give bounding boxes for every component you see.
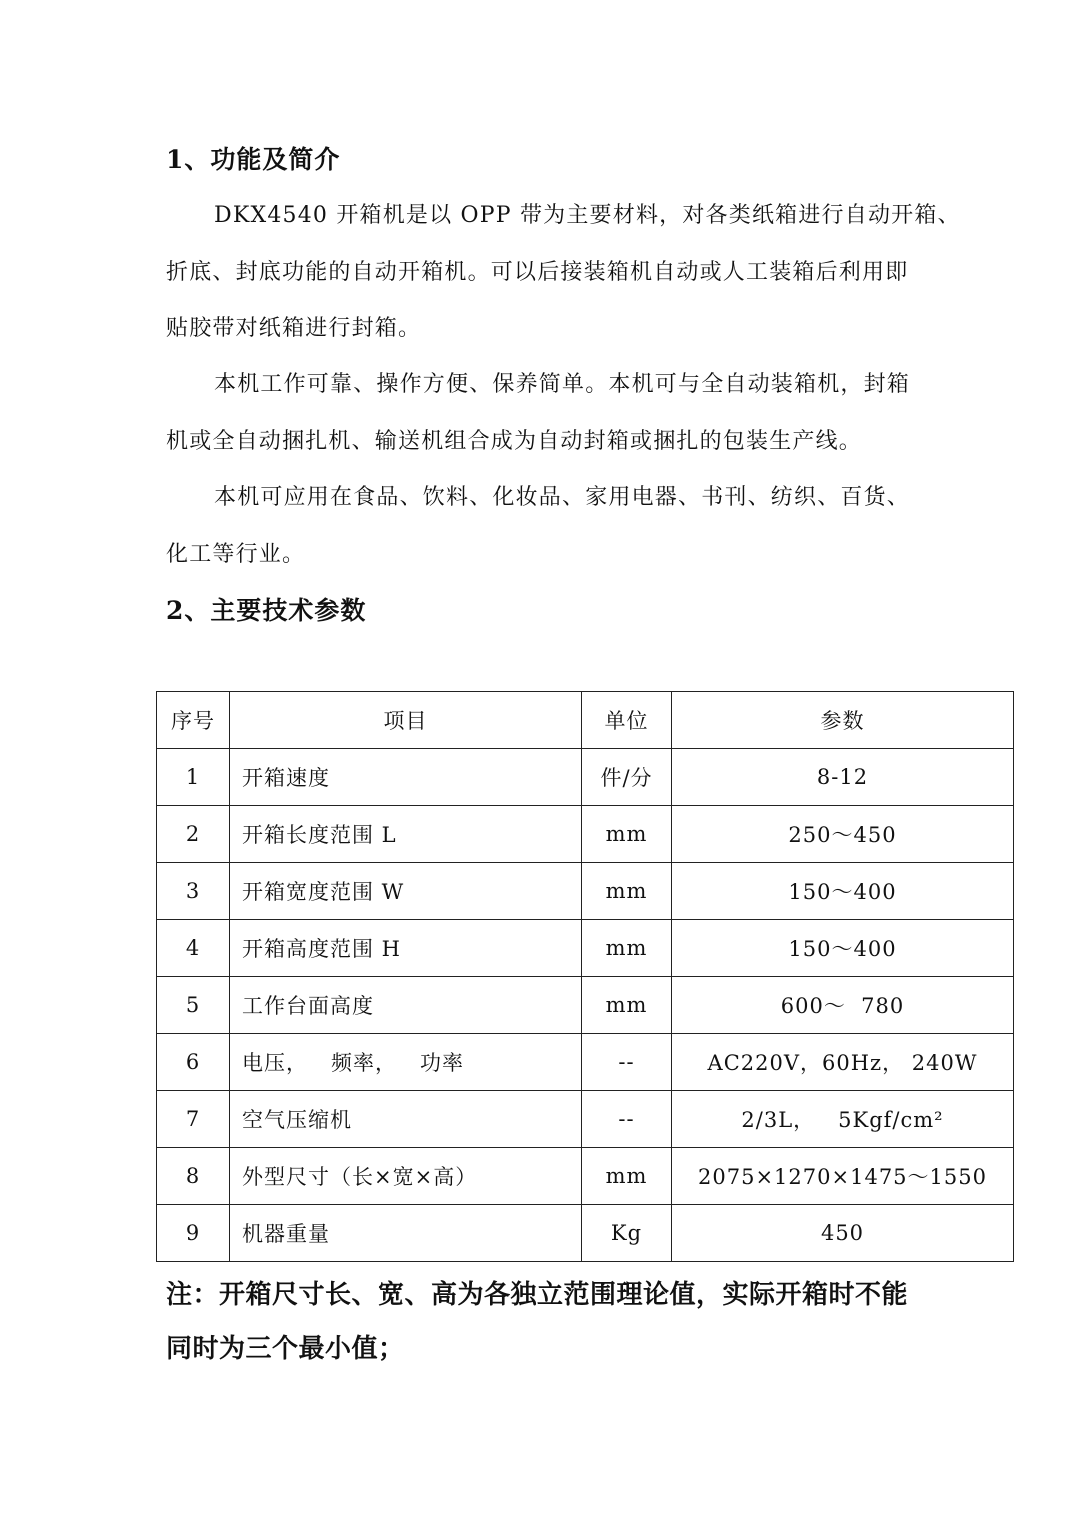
row-parameter: 150～400 bbox=[672, 863, 1014, 920]
note-text bbox=[166, 1268, 996, 1376]
row-index: 2 bbox=[157, 806, 230, 863]
section-1-heading: 1、功能及简介 bbox=[166, 145, 341, 174]
row-item: 开箱宽度范围 W bbox=[230, 863, 582, 920]
row-index: 3 bbox=[157, 863, 230, 920]
note-line: 同时为三个最小值； bbox=[166, 1334, 405, 1364]
header-parameter: 参数 bbox=[672, 692, 1014, 749]
table-row bbox=[157, 749, 1014, 806]
paragraph-line: 贴胶带对纸箱进行封箱。 bbox=[166, 316, 422, 341]
row-index: 4 bbox=[157, 920, 230, 977]
row-parameter: 8-12 bbox=[672, 749, 1014, 806]
table-row bbox=[157, 1034, 1014, 1091]
header-index: 序号 bbox=[157, 692, 230, 749]
row-parameter: 150～400 bbox=[672, 920, 1014, 977]
row-item: 电压， 频率， 功率 bbox=[230, 1034, 582, 1091]
table-row bbox=[157, 977, 1014, 1034]
row-unit: mm bbox=[582, 920, 672, 977]
row-index: 1 bbox=[157, 749, 230, 806]
header-unit: 单位 bbox=[582, 692, 672, 749]
row-unit: mm bbox=[582, 1148, 672, 1205]
paragraph-line: 本机工作可靠、操作方便、保养简单。本机可与全自动装箱机，封箱 bbox=[214, 372, 911, 397]
table-row bbox=[157, 1148, 1014, 1205]
table-row bbox=[157, 806, 1014, 863]
row-unit: mm bbox=[582, 863, 672, 920]
row-parameter: 250～450 bbox=[672, 806, 1014, 863]
row-unit: mm bbox=[582, 806, 672, 863]
paragraph-line: 本机可应用在食品、饮料、化妆品、家用电器、书刊、纺织、百货、 bbox=[214, 485, 911, 510]
row-item: 机器重量 bbox=[230, 1205, 582, 1262]
table-row bbox=[157, 920, 1014, 977]
row-parameter: 2075×1270×1475～1550 bbox=[672, 1148, 1014, 1205]
row-unit: mm bbox=[582, 977, 672, 1034]
table-row bbox=[157, 1205, 1014, 1262]
row-unit: -- bbox=[582, 1034, 672, 1091]
row-item: 开箱速度 bbox=[230, 749, 582, 806]
intro-paragraph-3 bbox=[166, 470, 978, 583]
table-header-row bbox=[157, 692, 1014, 749]
row-item: 工作台面高度 bbox=[230, 977, 582, 1034]
row-index: 9 bbox=[157, 1205, 230, 1262]
intro-paragraph-1 bbox=[166, 188, 978, 358]
paragraph-line: 折底、封底功能的自动开箱机。可以后接装箱机自动或人工装箱后利用即 bbox=[166, 259, 909, 285]
paragraph-line: 机或全自动捆扎机、输送机组合成为自动封箱或捆扎的包装生产线。 bbox=[166, 428, 863, 454]
paragraph-line: DKX4540 开箱机是以 OPP 带为主要材料，对各类纸箱进行自动开箱、 bbox=[214, 203, 961, 228]
row-index: 6 bbox=[157, 1034, 230, 1091]
spec-table bbox=[156, 691, 1014, 1262]
row-parameter: AC220V，60Hz， 240W bbox=[672, 1034, 1014, 1091]
row-parameter: 450 bbox=[672, 1205, 1014, 1262]
row-unit: 件/分 bbox=[582, 749, 672, 806]
intro-paragraph-2 bbox=[166, 357, 978, 470]
note-line: 注：开箱尺寸长、宽、高为各独立范围理论值，实际开箱时不能 bbox=[166, 1280, 909, 1310]
row-parameter: 2/3L， 5Kgf/cm² bbox=[672, 1091, 1014, 1148]
row-unit: -- bbox=[582, 1091, 672, 1148]
table-row bbox=[157, 863, 1014, 920]
row-item: 空气压缩机 bbox=[230, 1091, 582, 1148]
header-item: 项目 bbox=[230, 692, 582, 749]
row-item: 开箱长度范围 L bbox=[230, 806, 582, 863]
row-item: 外型尺寸（长×宽×高） bbox=[230, 1148, 582, 1205]
row-parameter: 600～ 780 bbox=[672, 977, 1014, 1034]
row-index: 7 bbox=[157, 1091, 230, 1148]
row-index: 5 bbox=[157, 977, 230, 1034]
row-unit: Kg bbox=[582, 1205, 672, 1262]
paragraph-line: 化工等行业。 bbox=[166, 541, 306, 567]
section-2-heading: 2、主要技术参数 bbox=[166, 596, 367, 625]
row-index: 8 bbox=[157, 1148, 230, 1205]
row-item: 开箱高度范围 H bbox=[230, 920, 582, 977]
table-row bbox=[157, 1091, 1014, 1148]
